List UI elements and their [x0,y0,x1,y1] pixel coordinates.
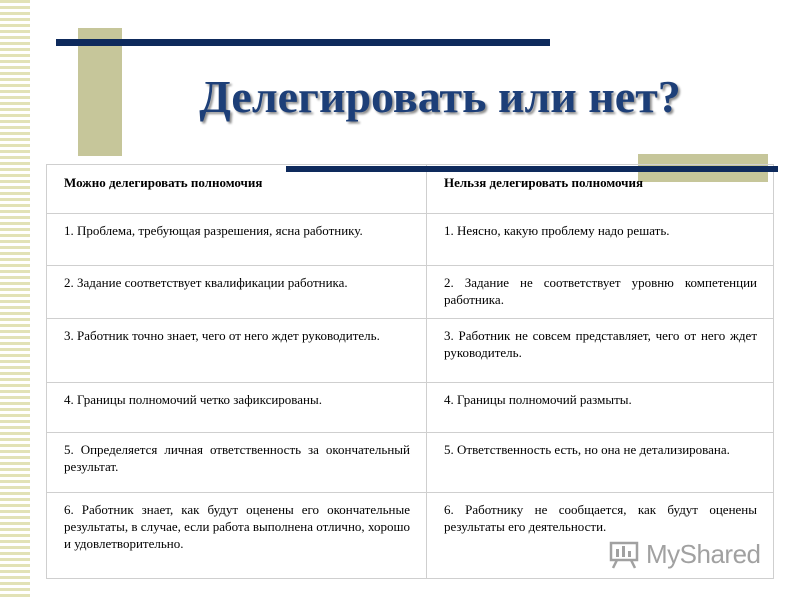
cell-cannot: 2. Задание не соответствует уровню компетенции работника. [427,266,774,319]
left-stripe-decoration [0,0,30,600]
cell-cannot: 3. Работник не совсем представляет, чего от него ждет руководитель. [427,319,774,383]
cell-cannot: 5. Ответственность есть, но она не детализирована. [427,433,774,493]
cell-can: 6. Работник знает, как будут оценены его окончательные результаты, в случае, если работа выполнена отлично, хорошо и удовлетворительно. [47,493,427,579]
navy-right-bar [286,166,778,172]
table-row [47,383,774,433]
slide-title: Делегировать или нет? [199,71,681,122]
cell-cannot: 6. Работнику не сообщается, как будут оценены результаты его деятельности. [427,493,774,579]
table-row [47,214,774,266]
header-can-delegate: Можно делегировать полномочия [47,165,427,214]
cell-can: 4. Границы полномочий четко зафиксированы. [47,383,427,433]
cell-can: 1. Проблема, требующая разрешения, ясна работнику. [47,214,427,266]
cell-can: 5. Определяется личная ответственность за окончательный результат. [47,433,427,493]
presentation-board-icon [608,538,640,570]
navy-top-bar [56,39,550,46]
table-row [47,433,774,493]
olive-vertical-bar [78,28,122,156]
delegation-table [46,164,774,579]
cell-cannot: 4. Границы полномочий размыты. [427,383,774,433]
header-cannot-delegate: Нельзя делегировать полномочия [427,165,774,214]
cell-cannot: 1. Неясно, какую проблему надо решать. [427,214,774,266]
cell-can: 2. Задание соответствует квалификации работника. [47,266,427,319]
watermark-text: MyShared [646,538,761,569]
watermark [608,537,761,571]
table-row [47,266,774,319]
cell-can: 3. Работник точно знает, чего от него ждет руководитель. [47,319,427,383]
table-row [47,319,774,383]
